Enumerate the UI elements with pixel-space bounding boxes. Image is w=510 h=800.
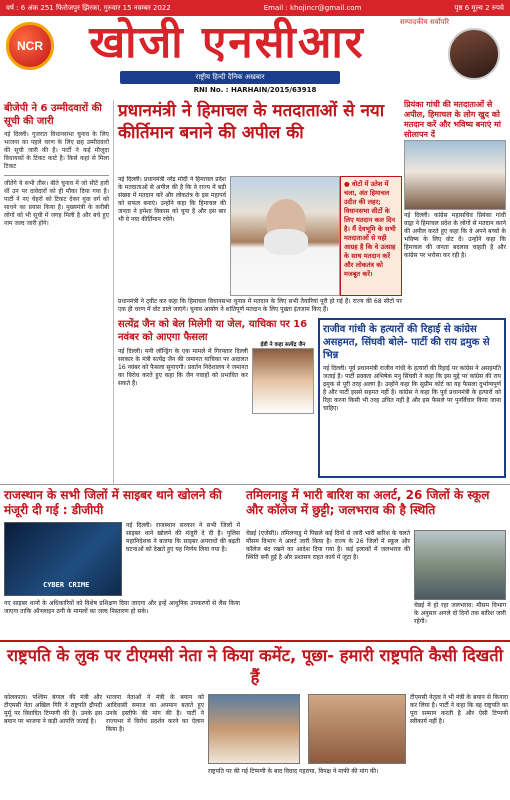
priyanka-headline: प्रियंका गांधी की मतदाताओं से अपील, हिमाचल के लोग खुद को मतदान करें और भविष्य बनाएं मां सोलापन दें [404,100,501,139]
divider [0,484,510,485]
top-strip [0,0,510,16]
rni-number: RNI No. : HARHAIN/2015/63918 [193,86,317,94]
masthead [0,16,510,86]
sidebar-story [0,100,114,485]
editor-label: सम्पादकीय सर्वोपरि [400,18,450,26]
flood-photo [414,530,506,600]
sidebar-text-2: जीतेंगे ये सभी तीस। बीते चुनाव में जो सीटें हारी थीं उन पर दावेदारों को ही मौका दिया गया है। पार्टी ने नए चेहरों को टिकट देकर युवा वर्ग को साधने का प्रयास किया है। मुख्यमंत्री के करीबी लोगों को भी सूची में जगह मिली है और बचे हुए नाम जल्द जारी होंगे। [4,180,109,227]
email-contact[interactable]: Email : khojincr@gmail.com [263,4,362,12]
beard-shape [264,229,308,255]
lead-headline: प्रधानमंत्री ने हिमाचल के मतदाताओं से नया कीर्तिमान बनाने की अपील की [118,101,385,143]
tamilnadu-body: चेन्नई (एजेंसी)। तमिलनाडु में पिछले कई दिनों से जारी भारी बारिश के चलते मौसम विभाग ने अलर्ट जारी किया है। राज्य के 26 जिलों में स्कूल और कॉलेज बंद रखने का आदेश दिया गया है। कई इलाकों में जलभराव की स्थिति बनी हुई है और प्रशासन राहत कार्य में जुटा है। [246,530,410,561]
tmc-photo [208,694,300,764]
rajiv-headline: राजीव गांधी के हत्यारों की रिहाई से कांग्रेस असहमत, सिंघवी बोले- पार्टी की राय द्रमुक से भिन्न [323,324,490,361]
bottom-col-2: भाजपा नेताओं ने मंत्री के बयान को आदिवासी समाज का अपमान बताते हुए उनके इस्तीफे की मांग की है। पार्टी ने राज्यभर में विरोध प्रदर्शन करने का ऐलान किया है। [106,694,204,733]
president-photo [308,694,406,764]
cyber-crime-photo [4,522,122,596]
bottom-col-4: टीएमसी नेतृत्व ने भी मंत्री के बयान से किनारा कर लिया है। पार्टी ने कहा कि वह राष्ट्रपति का पूरा सम्मान करती है और ऐसी टिप्पणी स्वीकार्य नहीं है। [410,694,508,725]
tamilnadu-headline: तमिलनाडु में भारी बारिश का अलर्ट, 26 जिलों के स्कूल और कॉलेज में छुट्टी; जलभराव की है स्थिति [246,488,490,517]
editor-photo [448,28,500,80]
priyanka-body: नई दिल्ली। कांग्रेस महासचिव प्रियंका गांधी वाड्रा ने हिमाचल प्रदेश के लोगों से मतदान करने की अपील करते हुए कहा कि वे अपने बच्चों के भविष्य के लिए वोट दें। उन्होंने कहा कि हिमाचल की जनता बदलाव चाहती है और कांग्रेस पर भरोसा कर रही है। [404,212,506,259]
page-price: पृष्ठ 6 मूल्य 2 रुपये [454,3,504,12]
tagline: राष्ट्रीय हिन्दी दैनिक अखबार [120,71,340,84]
image-text: CYBER CRIME [43,581,90,589]
rajasthan-caption: नए साइबर थानों के अधिकारियों को विशेष प्रशिक्षण दिया जाएगा और इन्हें आधुनिक उपकरणों से लैस किया जाएगा ताकि ऑनलाइन ठगी के मामलों का जल्द निस्तारण हो सके। [4,600,240,615]
lead-body: नई दिल्ली। प्रधानमंत्री नरेंद्र मोदी ने हिमाचल प्रदेश के मतदाताओं से अपील की है कि वे राज्य में बड़ी संख्या में मतदान करें और लोकतंत्र के इस महापर्व को सफल बनाएं। उन्होंने कहा कि हिमाचल की जनता ने हमेशा विकास को चुना है और इस बार भी वे नया कीर्तिमान रचेंगे। [118,176,226,223]
jain-headline: सत्येंद्र जैन को बेल मिलेगी या जेल, याचिका पर 16 नवंबर को आएगा फैसला [118,319,308,343]
divider [4,175,109,176]
ncr-logo: NCR [6,22,54,70]
tamilnadu-sidebar: चेन्नई में हो रहा जलभराव: मौसम विभाग के अनुसार अगले दो दिनों तक बारिश जारी रहेगी। [414,602,506,625]
issue-info: वर्ष : 6 अंक 251 फिरोजपुर झिरका, गुरुवार 15 नवम्बर 2022 [6,3,171,12]
jain-body: नई दिल्ली। मनी लॉन्ड्रिंग के एक मामले में गिरफ्तार दिल्ली सरकार के मंत्री सत्येंद्र जैन की जमानत याचिका पर अदालत 16 नवंबर को फैसला सुनाएगी। प्रवर्तन निदेशालय ने जमानत का विरोध करते हुए कहा कि जैन गवाहों को प्रभावित कर सकते हैं। [118,348,248,387]
bottom-col-1: कोलकाता। पश्चिम बंगाल की मंत्री और टीएमसी नेता अखिल गिरि ने राष्ट्रपति द्रौपदी मुर्मू पर विवादित टिप्पणी की है। उनके इस बयान पर भाजपा ने कड़ी आपत्ति जताई है। [4,694,102,725]
lead-quote-box: ● वोटों में उतेश में चला, अंत हिमाचल उदीत की लहर; विधानसभा सीटों के लिए मतदान कल दिन है। मैं देवभूमि के सभी मतदाताओं से यही आग्रह है कि वे उत्साह के साथ मतदान करें और लोकतंत्र को मजबूत करें। [340,176,402,296]
sidebar-text: नई दिल्ली। गुजरात विधानसभा चुनाव के लिए भाजपा का पहले चरण के लिए छह उम्मीदवारों की सूची जारी की है। पार्टी ने कई मौजूदा विधायकों के टिकट काटे हैं। किसे कहां से मिला टिकट [4,131,109,170]
rajiv-body: नई दिल्ली। पूर्व प्रधानमंत्री राजीव गांधी के हत्यारों की रिहाई पर कांग्रेस ने असहमति जताई है। पार्टी प्रवक्ता अभिषेक मनु सिंघवी ने कहा कि इस मुद्दे पर कांग्रेस की राय द्रमुक से पूरी तरह अलग है। उन्होंने कहा कि सुप्रीम कोर्ट का यह फैसला दुर्भाग्यपूर्ण है और पार्टी इससे सहमत नहीं है। कांग्रेस ने कहा कि पूर्व प्रधानमंत्री के हत्यारों को रिहा करना किसी भी तरह उचित नहीं है और इस फैसले पर पुनर्विचार किया जाना चाहिए। [323,365,501,412]
rajasthan-headline: राजस्थान के सभी जिलों में साइबर थाने खोलने की मंजूरी दी गई : डीजीपी [4,488,222,517]
lead-subtext: प्रधानमंत्री ने ट्वीट कर कहा कि हिमाचल विधानसभा चुनाव में मतदान के लिए सभी तैयारियां पूरी हो गई हैं। राज्य की 68 सीटों पर एक ही चरण में वोट डाले जाएंगे। चुनाव आयोग ने शांतिपूर्ण मतदान के लिए पुख्ता इंतजाम किए हैं। [118,298,402,313]
jain-photo [252,348,314,414]
sidebar-headline: बीजेपी ने 6 उम्मीदवारों की सूची की जारी [4,103,102,127]
rajiv-story-box [318,318,506,478]
jain-caption: ईडी ने कहा सत्येंद्र जैन [260,342,306,348]
bottom-caption: राष्ट्रपति पर की गई टिप्पणी के बाद विवाद गहराया, विपक्ष ने माफी की मांग की। [208,768,379,775]
rajasthan-body: नई दिल्ली। राजस्थान सरकार ने सभी जिलों में साइबर थाने खोलने की मंजूरी दे दी है। पुलिस महानिदेशक ने बताया कि साइबर अपराधों की बढ़ती घटनाओं को देखते हुए यह निर्णय लिया गया है। [126,522,240,553]
newspaper-title: खोजी एनसीआर [89,17,365,68]
bottom-headline: राष्ट्रपति के लुक पर टीएमसी नेता ने किया कमेंट, पूछा- हमारी राष्ट्रपति कैसी दिखती हैं [0,640,510,690]
lead-photo [230,176,340,296]
priyanka-photo [404,140,506,210]
